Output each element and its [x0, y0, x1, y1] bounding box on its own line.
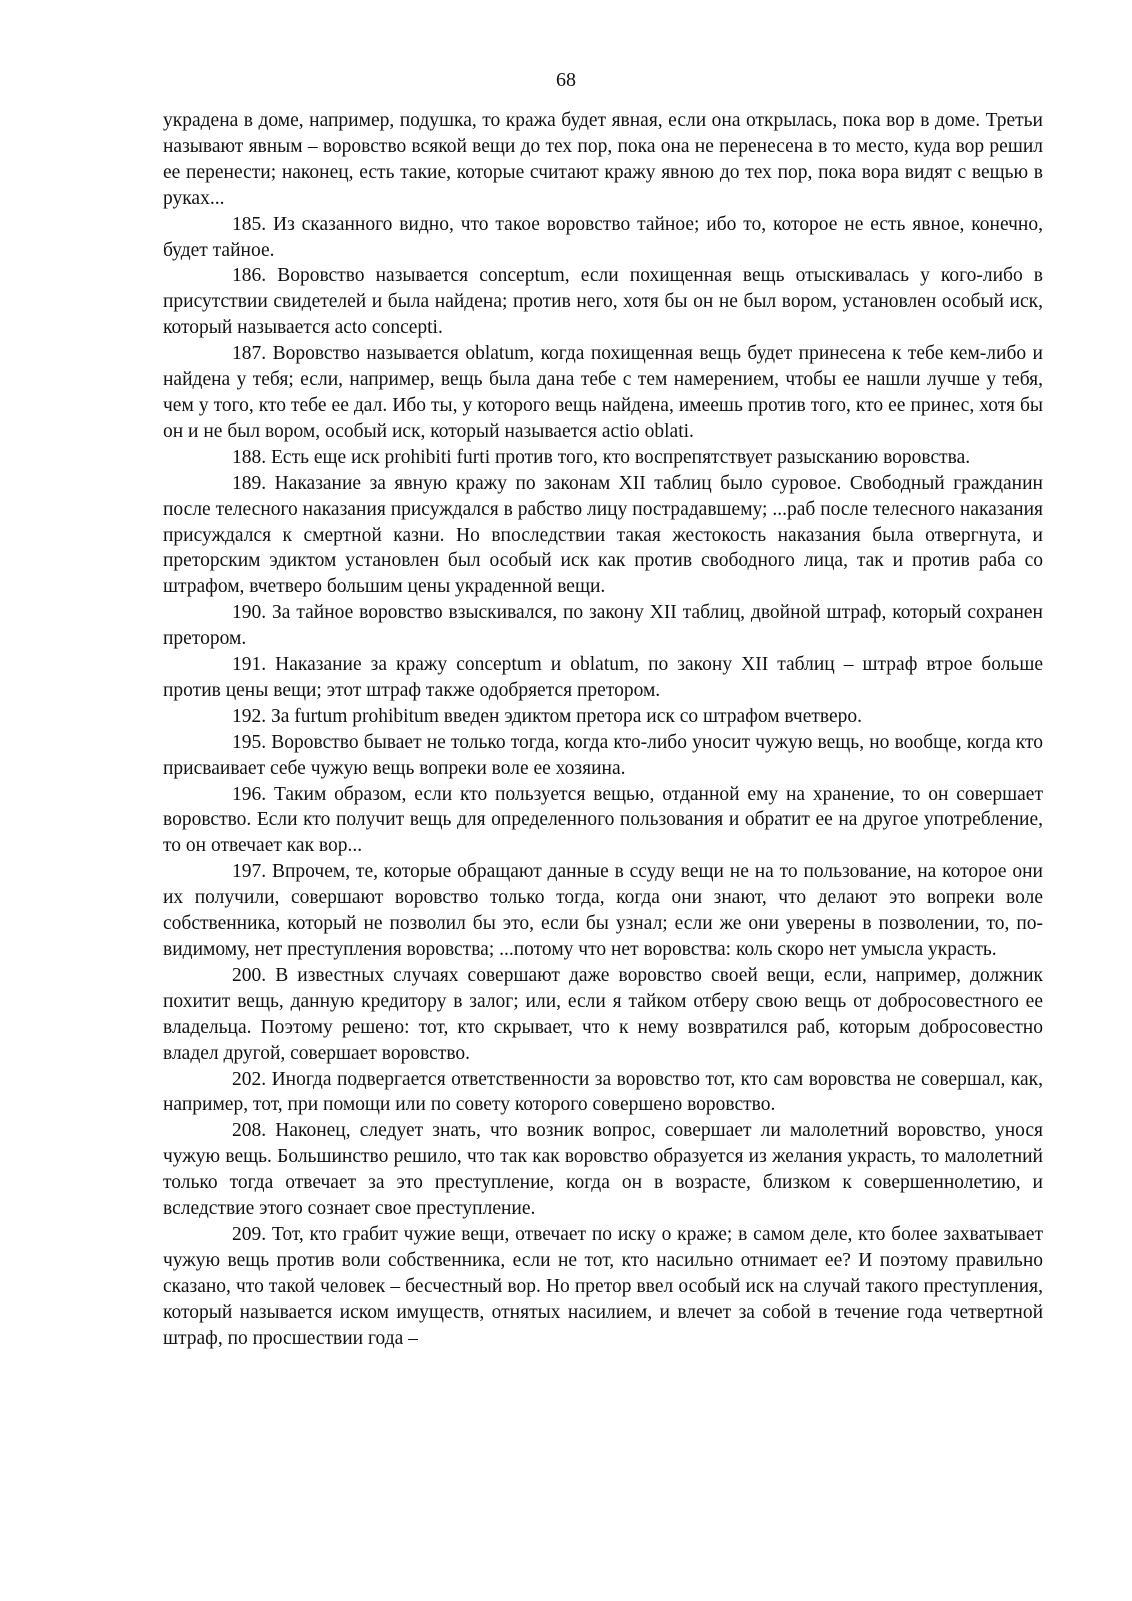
paragraph-202: 202. Иногда подвергается ответственности за воровство тот, кто сам воровства не совершал, как, например, тот, при помощи или по совету которого совершено воровство. — [163, 1068, 1043, 1116]
page-number: 68 — [556, 69, 576, 91]
paragraph-197: 197. Впрочем, те, которые обращают данные в ссуду вещи не на то пользование, на которое они их получили, совершают воровство только тогда, когда они знают, что делают это вопреки воле собственника, который не позволил бы это, если бы узнал; если же они уверены в позволении, то, по-видимому, нет преступления воровства; ...потому что нет воровства: коль скоро нет умысла украсть. — [163, 861, 1043, 960]
paragraph-187: 187. Воровство называется oblatum, когда похищенная вещь будет принесена к тебе кем-либо и найдена у тебя; если, например, вещь была дана тебе с тем намерением, чтобы ее нашли лучше у тебя, чем у того, кто тебе ее дал. Ибо ты, у которого вещь найдена, имеешь против того, кто ее принес, хотя бы он и не был вором, особый иск, который называется actio oblati. — [163, 343, 1043, 442]
paragraph-192: 192. За furtum prohibitum введен эдиктом претора иск со штрафом вчетверо. — [232, 705, 862, 727]
document-body — [163, 108, 1043, 1352]
paragraph-188: 188. Есть еще иск prohibiti furti против того, кто воспрепятствует разысканию воровства. — [232, 446, 971, 468]
paragraph-200: 200. В известных случаях совершают даже воровство своей вещи, если, например, должник похитит вещь, данную кредитору в залог; или, если я тайком отберу свою вещь от добросовестного ее владельца. Поэтому решено: тот, кто скрывает, что к нему возвратился раб, которым добросовестно владел другой, совершает воровство. — [163, 964, 1043, 1064]
paragraph-189: 189. Наказание за явную кражу по законам XII таблиц было суровое. Свободный гражданин после телесного наказания присуждался в рабство лицу пострадавшему; ...раб после телесного наказания присуждался к смертной казни. Но впоследствии такая жестокость наказания была отвергнута, и преторским эдиктом установлен был особый иск как против свободного лица, так и против раба со штрафом, вчетверо большим цены украденной вещи. — [163, 472, 1043, 598]
paragraph-209: 209. Тот, кто грабит чужие вещи, отвечает по иску о краже; в самом деле, кто более захватывает чужую вещь против воли собственника, если не тот, кто насильно отнимает ее? И поэтому правильно сказано, что такой человек – бесчестный вор. Но претор ввел особый иск на случай такого преступления, который называется иском имуществ, отнятых насилием, и влечет за собой в течение года четвертной штраф, по просшествии года – — [163, 1223, 1043, 1349]
paragraph-196: 196. Таким образом, если кто пользуется вещью, отданной ему на хранение, то он совершает воровство. Если кто получит вещь для определенного пользования и обратит ее на другое употребление, то он отвечает как вор... — [163, 783, 1043, 857]
paragraph-continuation: украдена в доме, например, подушка, то кража будет явная, если она открылась, пока вор в доме. Третьи называют явным – воровство всякой вещи до тех пор, пока она не перенесена в то место, куда вор решил ее перенести; наконец, есть такие, которые считают кражу явною до тех пор, пока вора видят с вещью в руках... — [163, 110, 1043, 209]
paragraph-208: 208. Наконец, следует знать, что возник вопрос, совершает ли малолетний воровство, унося чужую вещь. Большинство решило, что так как воровство образуется из желания украсть, то малолетний только тогда отвечает за это преступление, когда он в возрасте, близком к совершеннолетию, и вследствие этого сознает свое преступление. — [163, 1120, 1043, 1220]
paragraph-186: 186. Воровство называется conceptum, если похищенная вещь отыскивалась у кого-либо в присутствии свидетелей и была найдена; против него, хотя бы он не был вором, установлен особый иск, который называется acto concepti. — [163, 265, 1043, 339]
paragraph-195: 195. Воровство бывает не только тогда, когда кто-либо уносит чужую вещь, но вообще, когда кто присваивает себе чужую вещь вопреки воле ее хозяина. — [163, 731, 1043, 779]
paragraph-191: 191. Наказание за кражу conceptum и oblatum, по закону XII таблиц – штраф втрое больше против цены вещи; этот штраф также одобряется претором. — [163, 654, 1043, 701]
paragraph-185: 185. Из сказанного видно, что такое воровство тайное; ибо то, которое не есть явное, конечно, будет тайное. — [163, 213, 1043, 261]
paragraph-190: 190. За тайное воровство взыскивался, по закону XII таблиц, двойной штраф, который сохранен претором. — [163, 602, 1043, 650]
